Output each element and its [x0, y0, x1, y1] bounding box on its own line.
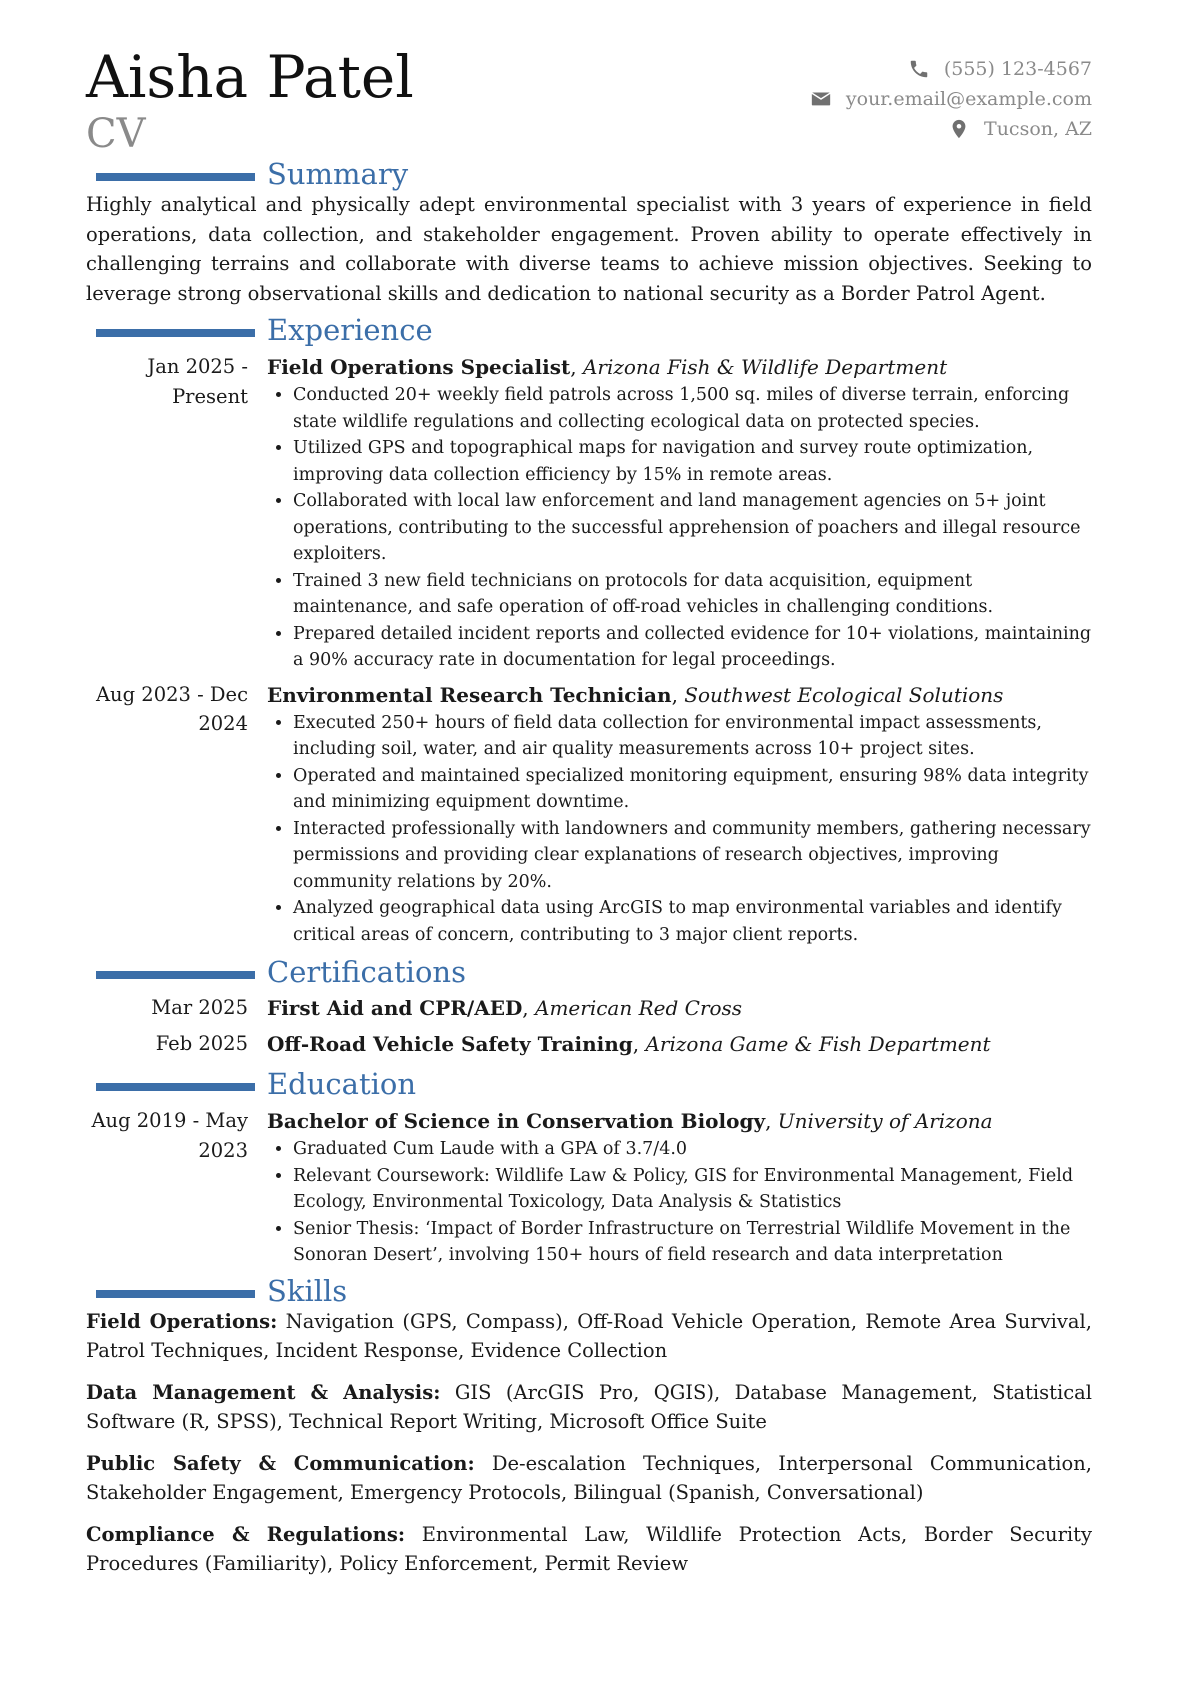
- section-rule: [96, 173, 255, 181]
- skill-text: Environmental Law, Wildlife Protection Acts, Border Security Procedures (Familiarity), Policy Enforcement, Permit Review: [86, 1522, 1092, 1575]
- entry-heading: Off-Road Vehicle Safety Training, Arizona Game & Fish Department: [267, 1032, 991, 1056]
- bullet-list: [267, 1136, 1092, 1269]
- list-item: • Conducted 20+ weekly field patrols across 1,500 sq. miles of diverse terrain, enforcing state wildlife regulations and collecting ecological data on protected species.: [293, 382, 1092, 435]
- location-text: Tucson, AZ: [984, 118, 1092, 140]
- section-title: Certifications: [267, 955, 466, 989]
- section-skills-heading: [86, 1273, 1092, 1307]
- entry-heading: First Aid and CPR/AED, American Red Cross: [267, 996, 743, 1020]
- entry-date: Jan 2025 - Present: [147, 355, 248, 408]
- entry-date: Feb 2025: [155, 1032, 248, 1055]
- section-rule: [96, 329, 255, 337]
- contact-email: [810, 84, 1092, 114]
- map-pin-icon: [948, 118, 972, 140]
- certification-entry: [86, 992, 1092, 1024]
- list-item: • Collaborated with local law enforcement and land management agencies on 5+ joint operations, contributing to the successful apprehension of poachers and illegal resource exploiters.: [293, 488, 1092, 568]
- list-item: • Operated and maintained specialized monitoring equipment, ensuring 98% data integrity and minimizing equipment downtime.: [293, 763, 1092, 816]
- section-title: Summary: [267, 157, 409, 191]
- certification-entry: [86, 1028, 1092, 1060]
- contact-phone: [810, 54, 1092, 84]
- skill-text: GIS (ArcGIS Pro, QGIS), Database Management, Statistical Software (R, SPSS), Technical Report Writing, Microsoft Office Suite: [86, 1380, 1093, 1433]
- skill-label: Public Safety & Communication:: [86, 1451, 475, 1475]
- entry-date: Aug 2019 - May 2023: [91, 1109, 248, 1162]
- list-item: • Interacted professionally with landowners and community members, gathering necessary permissions and providing clear explanations of research objectives, improving community relations by 20%.: [293, 816, 1092, 896]
- full-name: Aisha Patel: [86, 43, 414, 111]
- skill-group: [86, 1378, 1092, 1437]
- resume-page: [86, 44, 1092, 1591]
- section-education-heading: [86, 1066, 1092, 1100]
- education-entry: [86, 1106, 1092, 1269]
- contact-location: [810, 114, 1092, 144]
- entry-date: Mar 2025: [151, 996, 248, 1019]
- list-item: • Graduated Cum Laude with a GPA of 3.7/4.0: [293, 1136, 1092, 1163]
- list-item: • Relevant Coursework: Wildlife Law & Policy, GIS for Environmental Management, Field Ecology, Environmental Toxicology, Data Analysis & Statistics: [293, 1163, 1092, 1216]
- skill-text: De-escalation Techniques, Interpersonal Communication, Stakeholder Engagement, Emergency Protocols, Bilingual (Spanish, Conversational): [86, 1451, 1092, 1504]
- section-title: Education: [267, 1067, 417, 1101]
- list-item: • Analyzed geographical data using ArcGIS to map environmental variables and identify critical areas of concern, contributing to 3 major client reports.: [293, 895, 1092, 948]
- skill-label: Field Operations:: [86, 1309, 278, 1333]
- list-item: • Prepared detailed incident reports and collected evidence for 10+ violations, maintaining a 90% accuracy rate in documentation for legal proceedings.: [293, 621, 1092, 674]
- skill-group: [86, 1307, 1092, 1366]
- certification-title: First Aid and CPR/AED: [267, 996, 523, 1020]
- section-title: Skills: [267, 1273, 348, 1308]
- phone-icon: [908, 58, 932, 80]
- contact-block: [810, 54, 1092, 144]
- skill-group: [86, 1449, 1092, 1508]
- envelope-icon: [810, 88, 834, 110]
- section-rule: [96, 1083, 255, 1091]
- list-item: • Trained 3 new field technicians on protocols for data acquisition, equipment maintenance, and safe operation of off-road vehicles in challenging conditions.: [293, 568, 1092, 621]
- skill-text: Navigation (GPS, Compass), Off-Road Vehicle Operation, Remote Area Survival, Patrol Techniques, Incident Response, Evidence Collection: [86, 1309, 1092, 1362]
- skill-group: [86, 1520, 1092, 1579]
- list-item: • Utilized GPS and topographical maps for navigation and survey route optimization, improving data collection efficiency by 15% in remote areas.: [293, 435, 1092, 488]
- document-subtitle: CV: [86, 111, 146, 157]
- list-item: • Senior Thesis: ‘Impact of Border Infrastructure on Terrestrial Wildlife Movement in the Sonoran Desert’, involving 150+ hours of field research and data interpretation: [293, 1216, 1092, 1269]
- entry-heading: Field Operations Specialist, Arizona Fish & Wildlife Department: [267, 355, 948, 379]
- organization: Southwest Ecological Solutions: [684, 682, 1004, 707]
- organization: Arizona Game & Fish Department: [645, 1032, 991, 1056]
- section-rule: [96, 1290, 255, 1298]
- certification-title: Off-Road Vehicle Safety Training: [267, 1032, 633, 1056]
- entry-heading: Environmental Research Technician, Southwest Ecological Solutions: [267, 682, 1004, 707]
- degree-title: Bachelor of Science in Conservation Biology: [267, 1109, 766, 1133]
- entry-date: Aug 2023 - Dec 2024: [95, 682, 248, 735]
- bullet-list: [267, 382, 1092, 674]
- bullet-list: [267, 710, 1092, 949]
- organization: University of Arizona: [777, 1109, 993, 1133]
- section-rule: [96, 971, 255, 979]
- email-address[interactable]: your.email@example.com: [845, 88, 1092, 110]
- resume-header: [86, 43, 1092, 157]
- experience-entry: [86, 680, 1092, 949]
- summary-text: Highly analytical and physically adept environmental specialist with 3 years of experience in field operations, data collection, and stakeholder engagement. Proven ability to operate effectively in challenging terrains and collaborate with diverse teams to achieve mission objectives. Seeking to leverage strong observational skills and dedication to national security as a Border Patrol Agent.: [86, 193, 1092, 305]
- phone-number[interactable]: (555) 123-4567: [943, 58, 1092, 80]
- section-certifications-heading: [86, 954, 1092, 988]
- organization: Arizona Fish & Wildlife Department: [582, 355, 948, 379]
- entry-heading: Bachelor of Science in Conservation Biology, University of Arizona: [267, 1109, 993, 1133]
- organization: American Red Cross: [535, 996, 743, 1020]
- section-title: Experience: [267, 313, 433, 347]
- section-experience-heading: [86, 312, 1092, 346]
- section-summary-heading: [86, 156, 1092, 190]
- list-item: • Executed 250+ hours of field data collection for environmental impact assessments, including soil, water, and air quality measurements across 10+ project sites.: [293, 710, 1092, 763]
- skill-label: Compliance & Regulations:: [86, 1522, 406, 1546]
- skill-label: Data Management & Analysis:: [86, 1380, 441, 1404]
- job-title: Environmental Research Technician: [267, 682, 672, 707]
- job-title: Field Operations Specialist: [267, 355, 571, 379]
- experience-entry: [86, 352, 1092, 674]
